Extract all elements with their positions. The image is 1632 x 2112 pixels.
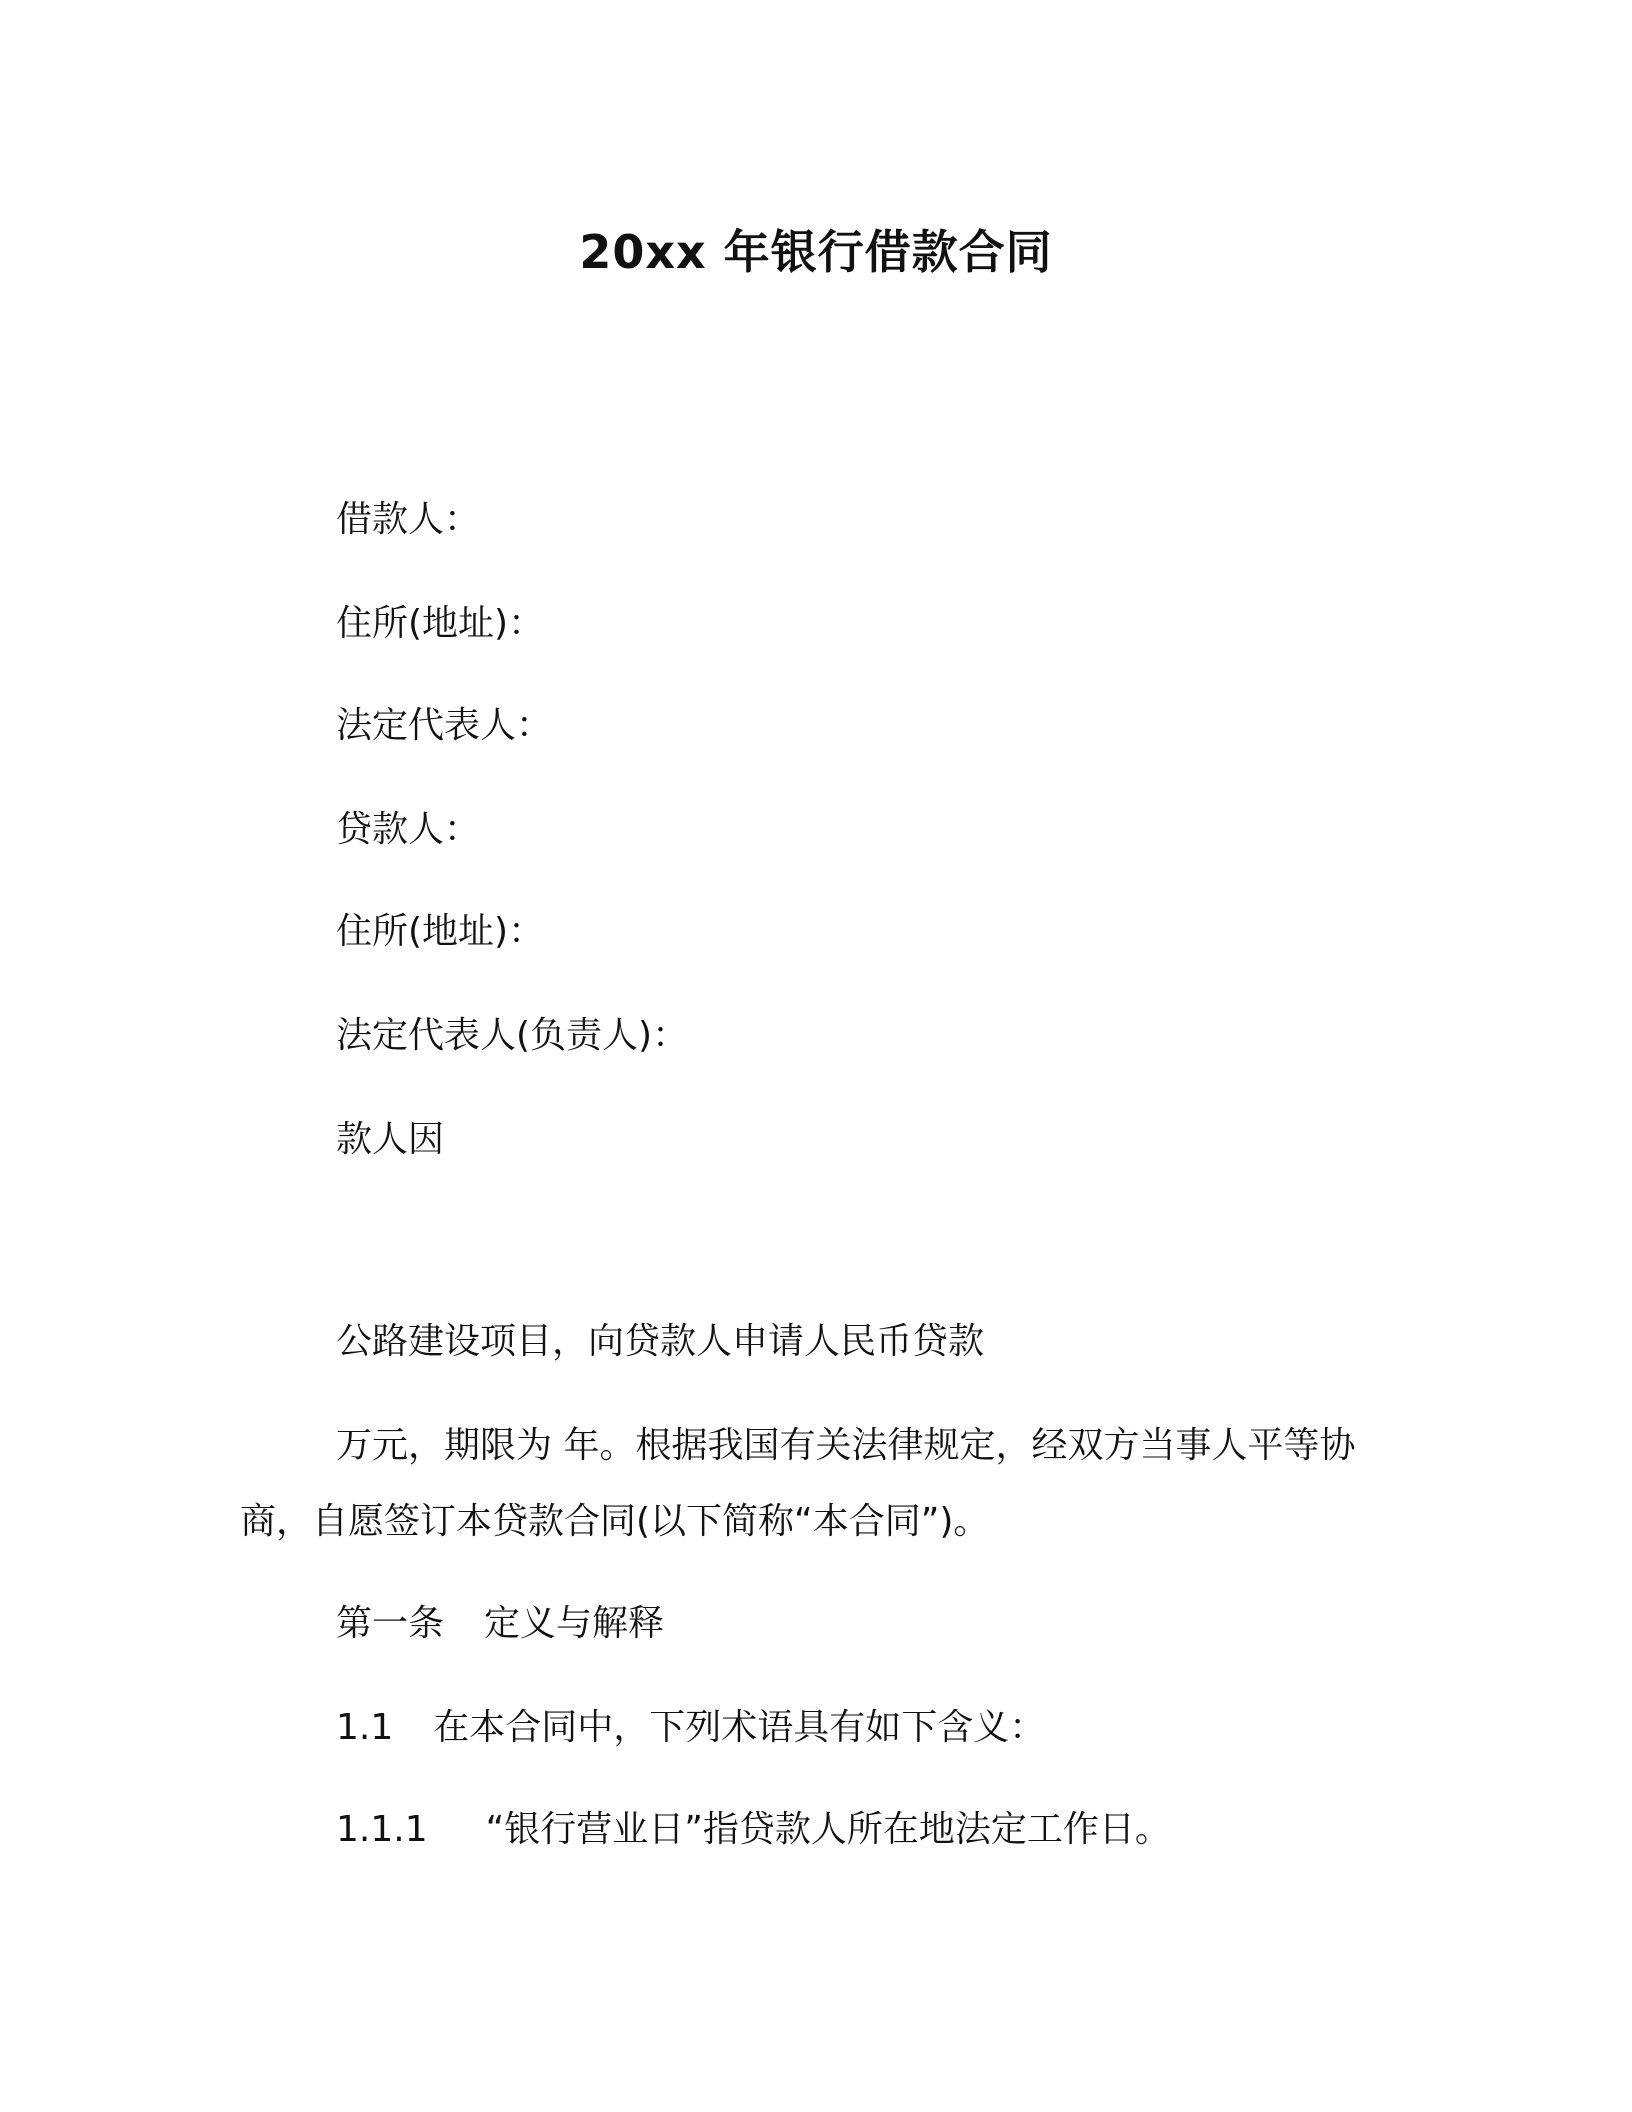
- intro-line-2: 万元，期限为 年。根据我国有关法律规定，经双方当事人平等协: [336, 1425, 1356, 1466]
- document-title: 20xx 年银行借款合同: [579, 225, 1053, 279]
- intro-fragment: 款人因: [336, 1119, 445, 1160]
- clause-1-1-text: 在本合同中，下列术语具有如下含义：: [433, 1707, 1046, 1748]
- lender-label: 贷款人：: [336, 809, 481, 850]
- lender-address-label: 住所(地址)：: [336, 911, 545, 952]
- article-1-number: 第一条: [336, 1603, 445, 1644]
- article-1-heading: [336, 1600, 664, 1648]
- clause-1-1-number: 1.1: [336, 1707, 394, 1748]
- clause-1-1-1-text: “银行营业日”指贷款人所在地法定工作日。: [485, 1809, 1171, 1850]
- clause-1-1-1-number: 1.1.1: [336, 1809, 428, 1850]
- intro-line-3: 商，自愿签订本贷款合同(以下简称“本合同”)。: [240, 1501, 990, 1542]
- clause-1-1: [336, 1704, 1045, 1752]
- borrower-label: 借款人：: [336, 499, 481, 540]
- lender-representative-label: 法定代表人(负责人)：: [336, 1015, 689, 1056]
- intro-line-1: 公路建设项目，向贷款人申请人民币贷款: [336, 1321, 985, 1362]
- borrower-address-label: 住所(地址)：: [336, 603, 545, 644]
- article-1-title: 定义与解释: [484, 1603, 665, 1644]
- clause-1-1-1: [336, 1806, 1171, 1854]
- borrower-representative-label: 法定代表人：: [336, 705, 553, 746]
